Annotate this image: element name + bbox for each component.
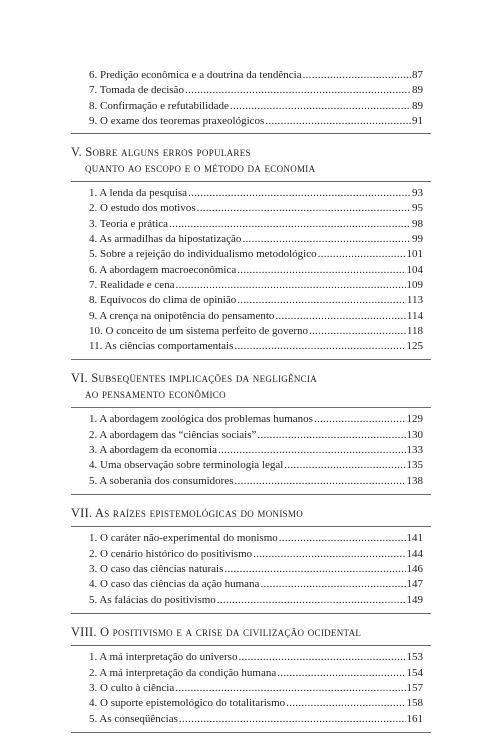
entry-page: 141: [406, 532, 423, 545]
entry-page: 144: [406, 547, 423, 560]
toc-entry: [71, 278, 431, 293]
toc-entry: [71, 293, 431, 308]
dot-leader: [179, 712, 406, 727]
entry-title: 9. O exame dos teoremas praxeológicos: [89, 114, 265, 127]
toc-entry: [71, 309, 431, 324]
entry-title: 9. A crença na onipotência do pensamento: [89, 309, 275, 322]
entry-title: 5. As falácias do positivismo: [89, 593, 216, 606]
toc-entry: [71, 696, 431, 711]
dot-leader: [237, 293, 406, 308]
entry-page: 104: [406, 263, 423, 276]
entry-page: 125: [406, 340, 423, 353]
toc-entry: [71, 443, 431, 458]
entry-title: 1. A abordagem zoológica dos problemas humanos: [89, 413, 313, 426]
entry-page: 93: [412, 187, 423, 200]
dot-leader: [253, 547, 405, 562]
toc-entry: [71, 531, 431, 546]
dot-leader: [217, 593, 406, 608]
entry-page: 161: [406, 712, 423, 725]
section-title: [71, 371, 431, 402]
section-divider: [71, 407, 431, 408]
toc-entry: [71, 339, 431, 354]
toc-entry: [71, 562, 431, 577]
dot-leader: [309, 324, 406, 339]
entry-page: 109: [406, 278, 423, 291]
entry-title: 6. A abordagem macroeconômica: [89, 263, 237, 276]
entry-page: 157: [406, 682, 423, 695]
entry-title: 2. O cenário histórico do positivismo: [89, 547, 253, 560]
toc-entry: [71, 593, 431, 608]
toc-entry: [71, 201, 431, 216]
section-divider: [71, 732, 431, 733]
entry-title: 2. O estudo dos motivos: [89, 202, 196, 215]
entry-page: 118: [406, 324, 423, 337]
toc-entry: [71, 114, 431, 129]
dot-leader: [275, 309, 405, 324]
entry-title: 2. A abordagem das “ciências sociais”: [89, 428, 257, 441]
entry-page: 95: [412, 202, 423, 215]
section-divider: [71, 526, 431, 527]
section-divider: [71, 613, 431, 614]
toc-section-vii: [71, 506, 431, 614]
entry-title: 11. As ciências comportamentais: [89, 340, 234, 353]
table-of-contents: [71, 68, 431, 737]
toc-entry: [71, 247, 431, 262]
section-title-line1: VIII. O positivismo e a crise da civilização ocidental: [71, 624, 362, 639]
entry-title: 3. O caso das ciências naturais: [89, 563, 224, 576]
toc-entry: [71, 232, 431, 247]
toc-entry: [71, 83, 431, 98]
dot-leader: [279, 531, 406, 546]
entry-title: 8. Equívocos do clima de opinião: [89, 294, 237, 307]
entry-page: 147: [406, 578, 423, 591]
section-title: [71, 625, 431, 641]
toc-entry: [71, 263, 431, 278]
toc-entry: [71, 577, 431, 592]
section-divider: [71, 645, 431, 646]
dot-leader: [238, 650, 405, 665]
section-title-line1: VI. Subseqüentes implicações da negligência: [71, 371, 318, 386]
entry-page: 158: [406, 697, 423, 710]
toc-entry: [71, 99, 431, 114]
toc-entry: [71, 186, 431, 201]
entry-page: 99: [412, 233, 423, 246]
entry-page: 101: [406, 248, 423, 261]
dot-leader: [185, 83, 411, 98]
dot-leader: [265, 114, 411, 129]
entry-title: 8. Confirmação e refutabilidade: [89, 99, 229, 112]
entry-title: 10. O conceito de um sistema perfeito de governo: [89, 324, 309, 337]
toc-entry: [71, 666, 431, 681]
entry-page: 89: [412, 84, 423, 97]
toc-entry: [71, 458, 431, 473]
entry-title: 2. A má interpretação da condição humana: [89, 666, 277, 679]
dot-leader: [260, 577, 405, 592]
dot-leader: [303, 68, 411, 83]
entry-title: 5. A soberania dos consumidores: [89, 474, 234, 487]
entry-title: 1. A má interpretação do universo: [89, 651, 238, 664]
entry-page: 89: [412, 99, 423, 112]
toc-entry: [71, 324, 431, 339]
dot-leader: [234, 339, 405, 354]
section-title-line2: ao pensamento econômico: [85, 386, 226, 401]
entry-page: 138: [406, 474, 423, 487]
dot-leader: [230, 99, 411, 114]
dot-leader: [224, 562, 405, 577]
entry-title: 7. Tomada de decisão: [89, 84, 184, 97]
entry-title: 1. O caráter não-experimental do monismo: [89, 532, 278, 545]
entry-title: 5. As conseqüências: [89, 712, 178, 725]
entry-title: 3. O culto à ciência: [89, 682, 175, 695]
entry-title: 3. A abordagem da economia: [89, 444, 217, 457]
entry-page: 135: [406, 459, 423, 472]
toc-continuation: [71, 68, 431, 134]
dot-leader: [218, 443, 406, 458]
entry-title: 4. As armadilhas da hipostatização: [89, 233, 242, 246]
dot-leader: [314, 412, 406, 427]
section-title: [71, 506, 431, 522]
entry-page: 149: [406, 593, 423, 606]
dot-leader: [175, 681, 405, 696]
section-title: [71, 145, 431, 176]
toc-entry: [71, 474, 431, 489]
toc-entry: [71, 650, 431, 665]
dot-leader: [257, 428, 405, 443]
toc-entry: [71, 681, 431, 696]
entry-title: 1. A lenda da pesquisa: [89, 187, 188, 200]
entry-title: 7. Realidade e cena: [89, 278, 175, 291]
toc-section-vi: [71, 371, 431, 494]
entry-page: 146: [406, 563, 423, 576]
dot-leader: [318, 247, 406, 262]
entry-page: 129: [406, 413, 423, 426]
section-title-line2: quanto ao escopo e o método da economia: [85, 160, 316, 175]
entry-page: 130: [406, 428, 423, 441]
entry-title: 4. O suporte epistemológico do totalitarismo: [89, 697, 286, 710]
dot-leader: [197, 201, 411, 216]
toc-section-viii: [71, 625, 431, 733]
entry-page: 153: [406, 651, 423, 664]
toc-entry: [71, 68, 431, 83]
toc-entry: [71, 217, 431, 232]
toc-entry: [71, 412, 431, 427]
toc-entry: [71, 547, 431, 562]
entry-title: 5. Sobre a rejeição do individualismo metodológico: [89, 248, 317, 261]
section-divider: [71, 494, 431, 495]
section-divider: [71, 181, 431, 182]
entry-page: 114: [406, 309, 423, 322]
dot-leader: [277, 666, 405, 681]
toc-section-v: [71, 145, 431, 360]
section-divider: [71, 133, 431, 134]
entry-page: 113: [406, 294, 423, 307]
dot-leader: [237, 263, 405, 278]
toc-entry: [71, 712, 431, 727]
entry-title: 3. Teoria e prática: [89, 217, 169, 230]
entry-page: 91: [412, 114, 423, 127]
toc-entry: [71, 428, 431, 443]
entry-title: 6. Predição econômica e a doutrina da tendência: [89, 69, 302, 81]
dot-leader: [242, 232, 411, 247]
entry-page: 133: [406, 444, 423, 457]
dot-leader: [188, 186, 411, 201]
entry-title: 4. Uma observação sobre terminologia legal: [89, 459, 284, 472]
dot-leader: [176, 278, 406, 293]
dot-leader: [286, 696, 405, 711]
section-title-line1: V. Sobre alguns erros populares: [71, 145, 251, 160]
entry-page: 98: [412, 217, 423, 230]
dot-leader: [284, 458, 405, 473]
entry-page: 87: [412, 69, 423, 81]
dot-leader: [235, 474, 406, 489]
dot-leader: [169, 217, 411, 232]
section-divider: [71, 359, 431, 360]
entry-title: 4. O caso das ciências da ação humana: [89, 578, 260, 591]
section-title-line1: VII. As raízes epistemológicas do monismo: [71, 505, 304, 520]
entry-page: 154: [406, 666, 423, 679]
